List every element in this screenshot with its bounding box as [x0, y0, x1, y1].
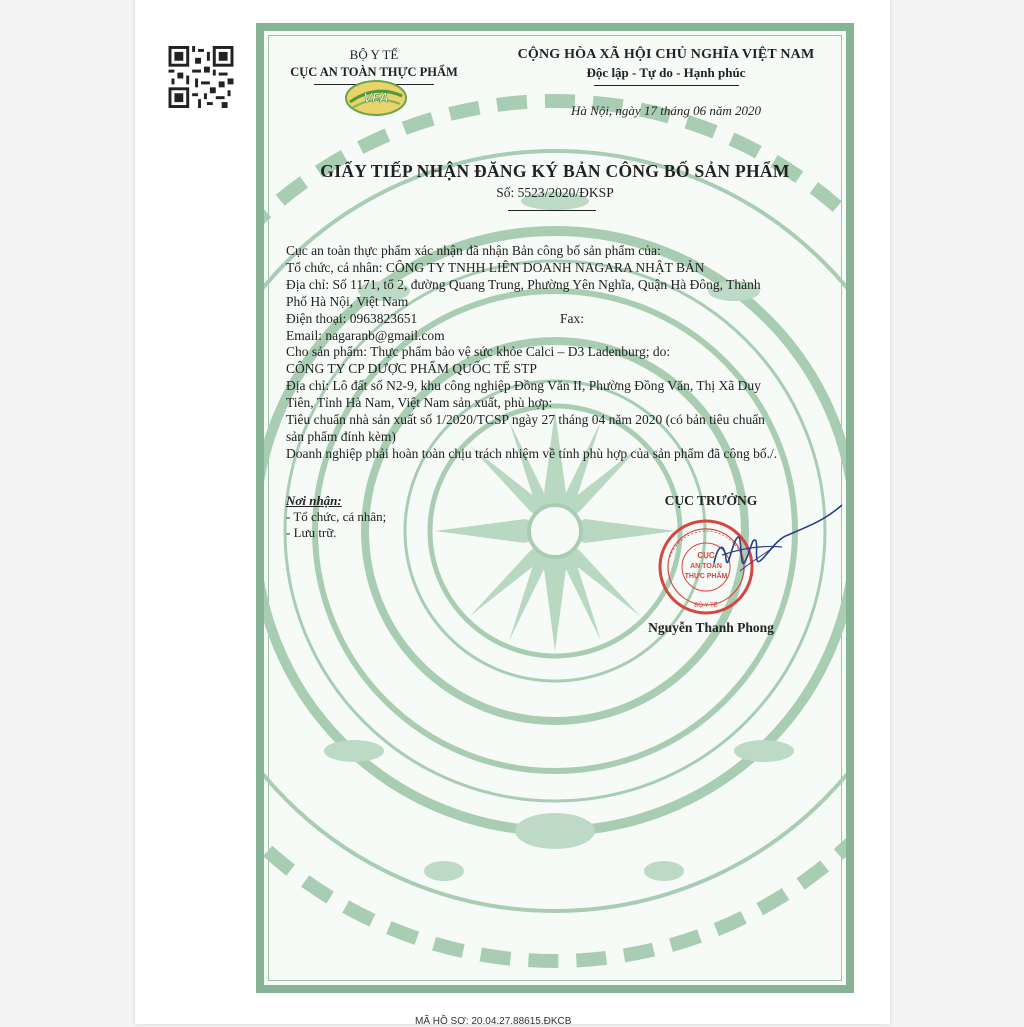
body-line: Tiêu chuẩn nhà sản xuất số 1/2020/TCSP ngày 27 tháng 04 năm 2020 (có bản tiêu chuẩn [286, 412, 765, 428]
svg-text:THỰC PHẨM: THỰC PHẨM [684, 573, 728, 580]
vfa-logo [342, 78, 410, 118]
issue-date: Hà Nội, ngày 17 tháng 06 năm 2020 [571, 103, 761, 118]
body-line: Địa chỉ: Số 1171, tổ 2, đường Quang Trung, Phường Yên Nghĩa, Quận Hà Đông, Thành [286, 276, 761, 292]
svg-text:CỤC: CỤC [697, 551, 715, 560]
body-line: Cục an toàn thực phẩm xác nhận đã nhận Bản công bố sản phẩm của: [286, 243, 661, 258]
handwritten-signature [696, 501, 846, 601]
recipients-block [286, 493, 486, 541]
phone-text: Điện thoại: 0963823651 [286, 310, 418, 326]
fax-text: Fax: [560, 310, 585, 326]
body-line: Phố Hà Nội, Việt Nam [286, 293, 409, 309]
certificate-body [286, 243, 841, 463]
signatory-title: CỤC TRƯỞNG [664, 493, 758, 508]
svg-text:BỘ Y TẾ: BỘ Y TẾ [694, 603, 718, 609]
footer-code: MÃ HỒ SƠ: 20.04.27.88615.ĐKCB [415, 1016, 572, 1027]
qr-code [168, 46, 234, 108]
document-number: Số: 5523/2020/ĐKSP [496, 185, 614, 200]
body-line: Địa chỉ: Lô đất số N2-9, khu công nghiệp Đồng Văn II, Phường Đồng Văn, Thị Xã Duy [286, 378, 761, 394]
certificate-content [256, 23, 854, 993]
recipient-item: - Tổ chức, cá nhân; [286, 509, 387, 524]
body-line: Doanh nghiệp phải hoàn toàn chịu trách nhiệm về tính phù hợp của sản phẩm đã công bố./. [286, 445, 778, 461]
contact-line [286, 311, 841, 328]
signer-name: Nguyễn Thanh Phong [648, 620, 774, 635]
body-line: Tiên, Tỉnh Hà Nam, Việt Nam sản xuất, phù hợp: [286, 395, 553, 411]
body-line: Cho sản phẩm: Thực phẩm bảo vệ sức khỏe Calci – D3 Ladenburg; do: [286, 344, 671, 360]
motto-underline [594, 85, 739, 86]
recipient-item: - Lưu trữ. [286, 525, 337, 540]
document-title: GIẤY TIẾP NHẬN ĐĂNG KÝ BẢN CÔNG BỐ SẢN PHẨM [320, 161, 790, 181]
svg-text:VFA: VFA [363, 90, 389, 105]
recipients-heading: Nơi nhận: [286, 493, 342, 508]
national-motto: Độc lập - Tự do - Hạnh phúc [586, 65, 746, 80]
number-underline [508, 210, 596, 211]
body-line: CÔNG TY CP DƯỢC PHẨM QUỐC TẾ STP [286, 361, 537, 377]
body-line: sản phẩm đính kèm) [286, 428, 396, 444]
svg-text:AN TOÀN: AN TOÀN [690, 563, 722, 570]
body-line: Tổ chức, cá nhân: CÔNG TY TNHH LIÊN DOANH NAGARA NHẬT BẢN [286, 259, 705, 275]
country-name: CỘNG HÒA XÃ HỘI CHỦ NGHĨA VIỆT NAM [517, 47, 815, 62]
body-line: Email: nagaranb@gmail.com [286, 327, 445, 343]
agency-name: CỤC AN TOÀN THỰC PHẨM [290, 65, 458, 79]
ministry-name: BỘ Y TẾ [349, 47, 399, 62]
national-header [486, 47, 846, 86]
